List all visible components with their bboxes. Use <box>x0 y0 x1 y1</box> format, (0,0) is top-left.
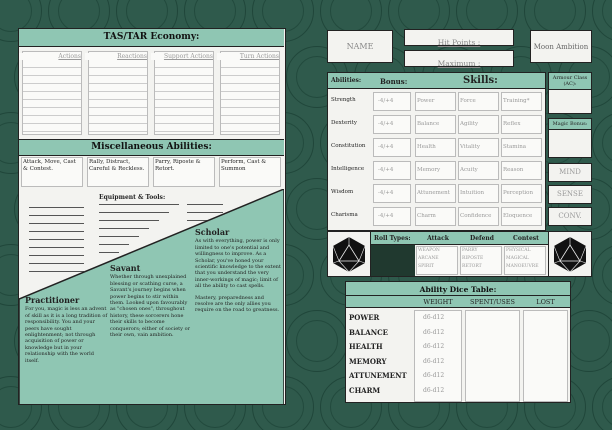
ability-name: Charisma <box>331 212 358 218</box>
ability-name: Strength <box>331 97 356 103</box>
roll-subtype: PARRY <box>462 248 478 253</box>
ability-name: Intelligence <box>331 166 365 172</box>
magic-bonus-box[interactable] <box>548 118 592 158</box>
economy-col-label: Turn Actions <box>217 53 279 60</box>
skill-label: Perception <box>503 190 534 196</box>
scholar-block <box>195 229 281 314</box>
scholar-text-2: Mastery, preparedness and resolve are the only allies you require on the road to greatness. <box>195 294 280 314</box>
roll-subtype: RIPOSTE <box>462 256 484 261</box>
left-sheet <box>18 28 286 405</box>
skill-label: Force <box>460 98 476 104</box>
savant-block <box>110 265 194 338</box>
skill-label: Memory <box>417 167 441 173</box>
skill-label: Health <box>417 144 436 150</box>
roll-type-label: Contest <box>513 235 539 242</box>
skill-label: Stamina <box>503 144 527 150</box>
stat-box-label: MIND <box>559 168 581 176</box>
moon-ambition-label: Moon Ambition <box>533 42 589 51</box>
skill-label: Balance <box>417 121 440 127</box>
d20-right-icon <box>549 232 592 276</box>
ability-name: Wisdom <box>331 189 354 195</box>
practitioner-text: For you, magic is less an advent of skill as it is a long tradition of responsibility. You and your peers have sought enlightenment; not through acquisition of power or knowledge but in your relationship with the world itself. <box>25 306 108 364</box>
dice-col-header: LOST <box>536 298 555 306</box>
skill-label: Charm <box>417 213 436 219</box>
roll-subtype: PHYSICAL <box>506 248 531 253</box>
name-label: NAME <box>346 42 374 51</box>
skill-label: Vitality <box>460 144 480 150</box>
ability-name: Dexterity <box>331 120 357 126</box>
misc-title: Miscellaneous Abilities: <box>91 142 212 152</box>
practitioner-name: Practitioner <box>25 295 80 305</box>
roll-types-panel <box>327 231 592 277</box>
dice-row-label: POWER <box>349 313 380 322</box>
dice-col-box[interactable] <box>465 310 520 402</box>
scholar-name: Scholar <box>195 227 230 237</box>
economy-col-box[interactable] <box>88 51 148 135</box>
misc-ability-text: Parry, Riposte & Retort. <box>155 159 201 172</box>
bg-circle <box>592 376 612 430</box>
misc-ability-text: Attack, Move, Cast & Contest. <box>23 159 76 172</box>
roll-blank <box>371 245 415 276</box>
dice-col-header: WEIGHT <box>423 298 453 306</box>
dice-col-box[interactable] <box>523 310 568 402</box>
equipment-title: Equipment & Tools: <box>99 194 166 201</box>
ability-bonus: -4/+4 <box>378 167 394 173</box>
ability-bonus: -4/+4 <box>378 190 394 196</box>
armour-class-box[interactable] <box>548 72 592 114</box>
roll-subtype: MAGICAL <box>506 256 529 261</box>
bg-circle <box>592 112 612 174</box>
economy-col-label: Support Actions <box>151 53 213 60</box>
ability-bonus: -4/+4 <box>378 213 394 219</box>
skill-label: Acuity <box>460 167 478 173</box>
economy-col-box[interactable] <box>220 51 280 135</box>
moon-ambition-box[interactable] <box>530 30 592 63</box>
economy-title: TAS/TAR Economy: <box>103 32 200 42</box>
skill-label: Intuition <box>460 190 485 196</box>
dice-table <box>345 281 571 403</box>
maximum-label: Maximum : <box>437 59 481 68</box>
dice-row-label: ATTUNEMENT <box>349 371 407 380</box>
bg-circle <box>592 244 612 306</box>
hit-points-label: Hit Points : <box>437 38 481 47</box>
armour-class-label: Armour Class (AC): <box>549 73 591 90</box>
dice-col-header: SPENT/USES <box>470 298 515 306</box>
dice-row-label: CHARM <box>349 385 381 395</box>
savant-name: Savant <box>110 263 141 273</box>
skill-label: Confidence <box>460 213 492 219</box>
stat-box-label: SENSE <box>557 190 583 198</box>
skills-header: Skills: <box>463 75 498 86</box>
economy-col-label: Reactions <box>85 53 147 60</box>
misc-ability-text: Perform, Cast & Summon <box>221 159 267 172</box>
d20-right-box <box>548 232 591 276</box>
roll-subtype: MANOEUVRE <box>506 264 539 269</box>
bonus-header: Bonus: <box>380 77 408 86</box>
bg-circle <box>592 0 612 42</box>
skill-label: Agility <box>460 121 479 127</box>
dice-row-label: BALANCE <box>349 327 389 337</box>
scholar-text: As with everything, power is only limited to one's potential and willingness to improve. As a Scholar, you've honed your scientific knowledge to the extent that you understand the very inner-workings of magic; limit of all the ability to cast spells. <box>195 238 281 290</box>
dice-value: d6-d12 <box>423 314 445 321</box>
misc-ability-text: Rally, Distract, Careful & Reckless. <box>89 159 145 172</box>
roll-subtype: SPIRIT <box>418 264 435 269</box>
d20-left-box <box>328 232 371 276</box>
dice-title: Ability Dice Table: <box>419 285 497 294</box>
maximum-box[interactable] <box>404 50 514 67</box>
dice-value: d6-d12 <box>423 328 445 336</box>
economy-col-box[interactable] <box>22 51 82 135</box>
abilities-table <box>327 72 546 231</box>
skill-label: Attunement <box>417 190 450 196</box>
d20-left-icon <box>328 232 371 276</box>
ability-name: Constitution <box>331 143 366 149</box>
roll-type-label: Attack <box>427 235 449 242</box>
hit-points-box[interactable] <box>404 29 514 46</box>
skill-label: Power <box>417 98 435 104</box>
roll-types-label: Roll Types: <box>374 235 411 242</box>
savant-text: Whether through unexplained blessing or scathing curse, a Savant's journey begins when power begins to stir within them. Looked upon favourably as "chosen ones", throughout history, these sorcerers hone their skills to become conquerors; either of society or their own, vain ambition. <box>110 274 190 339</box>
ability-bonus: -4/+4 <box>378 98 394 104</box>
skill-label: Reason <box>503 167 524 173</box>
roll-type-label: Defend <box>470 235 494 242</box>
skill-label: Eloquence <box>503 213 533 219</box>
dice-value: d6-d12 <box>423 357 445 365</box>
roll-subtype: RETORT <box>462 264 482 269</box>
bg-circle <box>286 310 348 372</box>
magic-bonus-label: Magic Bonus: <box>549 119 591 130</box>
dice-value: d6-d12 <box>423 343 445 350</box>
skill-label: Training* <box>503 98 530 104</box>
roll-subtype: ARCANE <box>418 256 439 261</box>
ability-bonus: -4/+4 <box>378 121 394 127</box>
skill-label: Reflex <box>503 121 521 127</box>
economy-col-box[interactable] <box>154 51 214 135</box>
economy-col-label: Actions <box>19 53 81 60</box>
dice-row-label: HEALTH <box>349 342 383 351</box>
stat-box-label: CONV. <box>558 212 582 220</box>
ability-bonus: -4/+4 <box>378 144 394 150</box>
name-box[interactable] <box>327 30 393 63</box>
dice-row-label: MEMORY <box>349 356 387 366</box>
roll-subtype: WEAPON <box>418 248 440 253</box>
practitioner-block <box>25 297 109 364</box>
abilities-header: Abilities: <box>331 77 362 84</box>
dice-value: d6-d12 <box>423 386 445 394</box>
dice-value: d6-d12 <box>423 372 445 379</box>
